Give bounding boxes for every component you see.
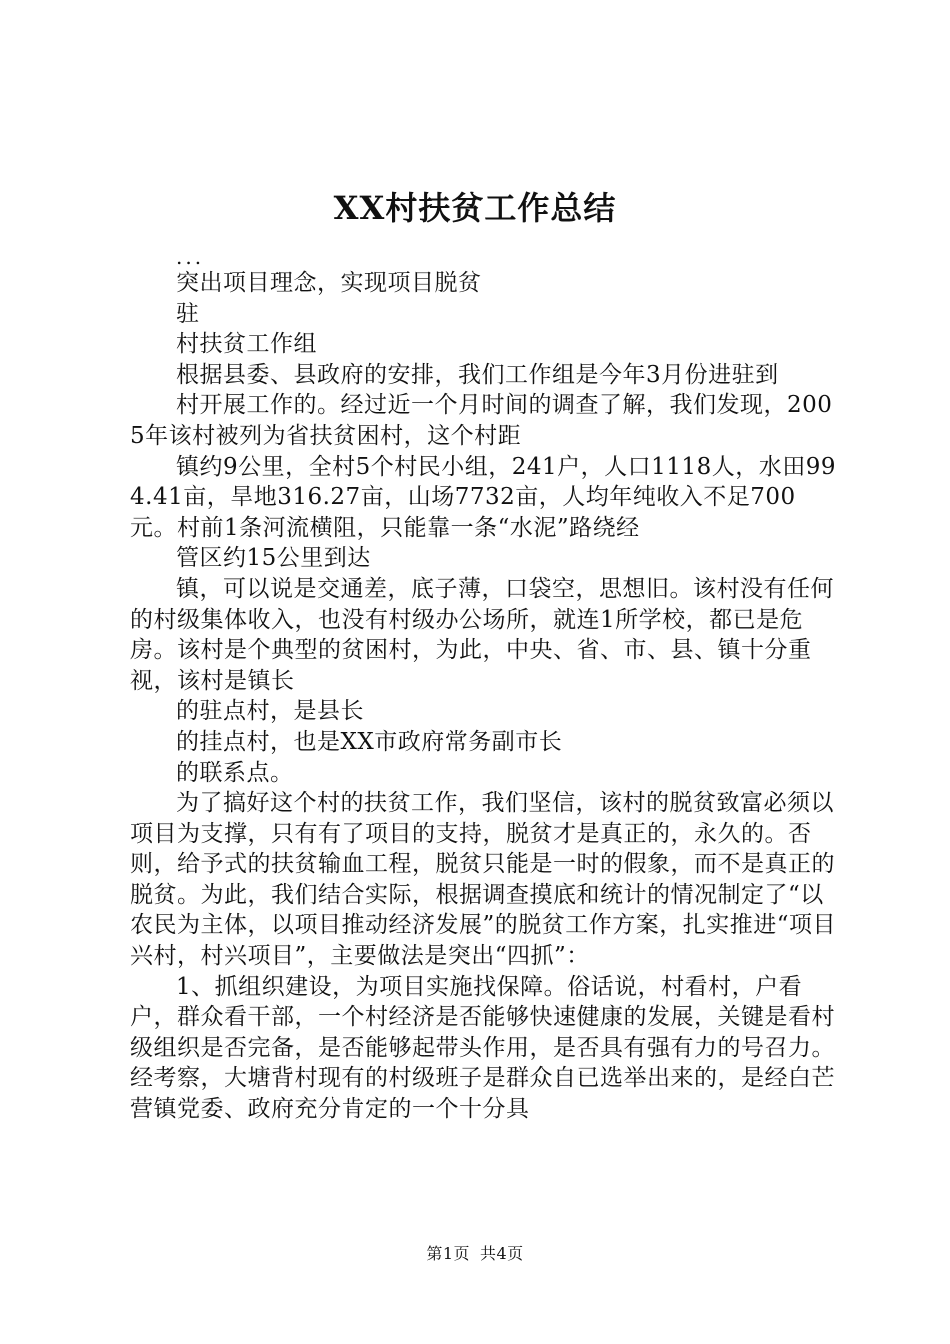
document-body [130,246,840,1125]
ellipsis-line: ... [176,245,205,269]
paragraph: 村开展工作的。经过近一个月时间的调查了解，我们发现，2005年该村被列为省扶贫困村，这个村距 [130,392,833,449]
document-title: XX村扶贫工作总结 [333,189,617,227]
paragraph: 管区约15公里到达 [176,545,371,572]
paragraph: 驻 [176,300,200,327]
paragraph: 根据县委、县政府的安排，我们工作组是今年3月份进驻到 [176,361,779,388]
paragraph: 的联系点。 [176,759,294,786]
paragraph: 镇约9公里，全村5个村民小组，241户，人口1118人，水田994.41亩，旱地316.27亩，山场7732亩，人均年纯收入不足700元。村前1条河流横阻，只能靠一条“水泥”路绕经 [130,453,836,541]
paragraph: 镇，可以说是交通差，底子薄，口袋空，思想旧。该村没有任何的村级集体收入，也没有村级办公场所，就连1所学校，都已是危房。该村是个典型的贫困村，为此，中央、省、市、县、镇十分重视，该村是镇长 [130,575,834,694]
paragraph: 为了搞好这个村的扶贫工作，我们坚信，该村的脱贫致富必须以项目为支撑，只有有了项目的支持，脱贫才是真正的，永久的。否则，给予式的扶贫输血工程，脱贫只能是一时的假象，而不是真正的脱贫。为此，我们结合实际，根据调查摸底和统计的情况制定了“以农民为主体，以项目推动经济发展”的脱贫工作方案，扎实推进“项目兴村，村兴项目”，主要做法是突出“四抓”： [130,790,837,970]
page-number: 第1页 [426,1244,470,1263]
page-total: 共4页 [480,1244,524,1263]
subtitle-line: 突出项目理念，实现项目脱贫 [176,270,482,296]
page-footer [0,1244,950,1264]
paragraph: 的挂点村，也是XX市政府常务副市长 [176,728,563,755]
paragraph: 1、抓组织建设，为项目实施找保障。俗话说，村看村，户看户，群众看干部，一个村经济是否能够快速健康的发展，关键是看村级组织是否完备，是否能够起带头作用，是否具有强有力的号召力。经考察，大塘背村现有的村级班子是群众自已选举出来的，是经白芒营镇党委、政府充分肯定的一个十分具 [130,973,835,1123]
paragraph: 村扶贫工作组 [176,331,317,358]
paragraph: 的驻点村，是县长 [176,698,364,725]
